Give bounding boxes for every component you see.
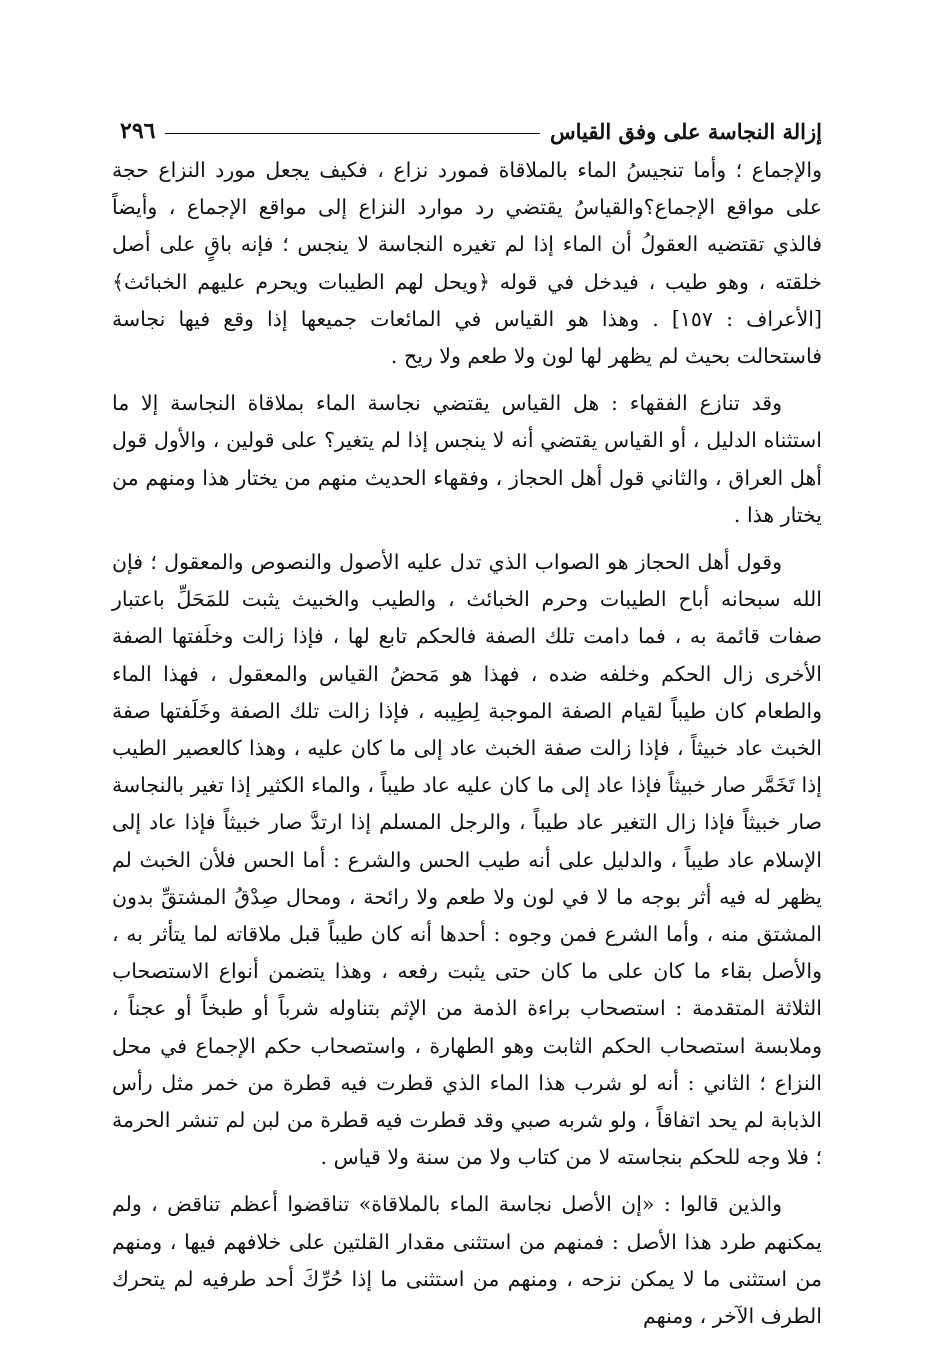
paragraph-3: وقول أهل الحجاز هو الصواب الذي تدل عليه الأصول والنصوص والمعقول ؛ فإن الله سبحانه أباح الطيبات وحرم الخبائث ، والطيب والخبيث يثبت للمَحَلِّ باعتبار صفات قائمة به ، فما دامت تلك الصفة فالحكم تابع لها ، فإذا زالت وخلَفتها الصفة الأخرى زال الحكم وخلفه ضده ، فهذا هو مَحضُ القياس والمعقول ، فهذا الماء والطعام كان طيباً لقيام الصفة الموجبة لِطِيبه ، فإذا زالت تلك الصفة وخَلَفتها صفة الخبث عاد خبيثاً ، فإذا زالت صفة الخبث عاد إلى ما كان عليه ، وهذا كالعصير الطيب إذا تَخَمَّر صار خبيثاً فإذا عاد إلى ما كان عليه عاد طيباً ، والماء الكثير إذا تغير بالنجاسة صار خبيثاً فإذا زال التغير عاد طيباً ، والرجل المسلم إذا ارتدَّ صار خبيثاً فإذا عاد إلى الإسلام عاد طيباً ، والدليل على أنه طيب الحس والشرع : أما الحس فلأن الخبث لم يظهر له فيه أثر بوجه ما لا في لون ولا طعم ولا رائحة ، ومحال صِدْقُ المشتقِّ بدون المشتق منه ، وأما الشرع فمن وجوه : أحدها أنه كان طيباً قبل ملاقاته لما يتأثر به ، والأصل بقاء ما كان على ما كان حتى يثبت رفعه ، وهذا يتضمن أنواع الاستصحاب الثلاثة المتقدمة : استصحاب براءة الذمة من الإثم بتناوله شرباً أو طبخاً أو عجناً ، وملابسة استصحاب الحكم الثابت وهو الطهارة ، واستصحاب حكم الإجماع في محل النزاع ؛ الثاني : أنه لو شرب هذا الماء الذي قطرت فيه قطرة من خمر مثل رأس الذبابة لم يحد اتفاقاً ، ولو شربه صبي وقد قطرت فيه قطرة من لبن لم تنشر الحرمة ؛ فلا وجه للحكم بنجاسته لا من كتاب ولا من سنة ولا قياس .: [112, 550, 822, 1170]
page-header: [112, 108, 822, 144]
paragraph-1: والإجماع ؛ وأما تنجيسُ الماء بالملاقاة فمورد نزاع ، فكيف يجعل مورد النزاع حجة على مواقع الإجماع؟والقياسُ يقتضي رد موارد النزاع إلى مواقع الإجماع ، وأيضاً فالذي تقتضيه العقولُ أن الماء إذا لم تغيره النجاسة لا ينجس ؛ فإنه باقٍ على أصل خلقته ، وهو طيب ، فيدخل في قوله ﴿ويحل لهم الطيبات ويحرم عليهم الخبائث﴾ [الأعراف : ١٥٧] . وهذا هو القياس في المائعات جميعها إذا وقع فيها نجاسة فاستحالت بحيث لم يظهر لها لون ولا طعم ولا ريح .: [112, 158, 822, 369]
paragraph-4: والذين قالوا : «إن الأصل نجاسة الماء بالملاقاة» تناقضوا أعظم تناقض ، ولم يمكنهم طرد هذا الأصل : فمنهم من استثنى مقدار القلتين على خلافهم فيها ، ومنهم من استثنى ما لا يمكن نزحه ، ومنهم من استثنى ما إذا حُرِّكَ أحد طرفيه لم يتحرك الطرف الآخر ، ومنهم: [112, 1192, 822, 1329]
page-number: ٢٩٦: [120, 118, 156, 144]
paragraph-2: وقد تنازع الفقهاء : هل القياس يقتضي نجاسة الماء بملاقاة النجاسة إلا ما استثناه الدليل ، أو القياس يقتضي أنه لا ينجس إذا لم يتغير؟ على قولين ، والأول قول أهل العراق ، والثاني قول أهل الحجاز ، وفقهاء الحديث منهم من يختار هذا ومنهم من يختار هذا .: [112, 391, 822, 527]
running-title: إزالة النجاسة على وفق القياس: [550, 119, 822, 144]
page-body: [112, 152, 822, 1335]
header-rule: [165, 133, 540, 134]
